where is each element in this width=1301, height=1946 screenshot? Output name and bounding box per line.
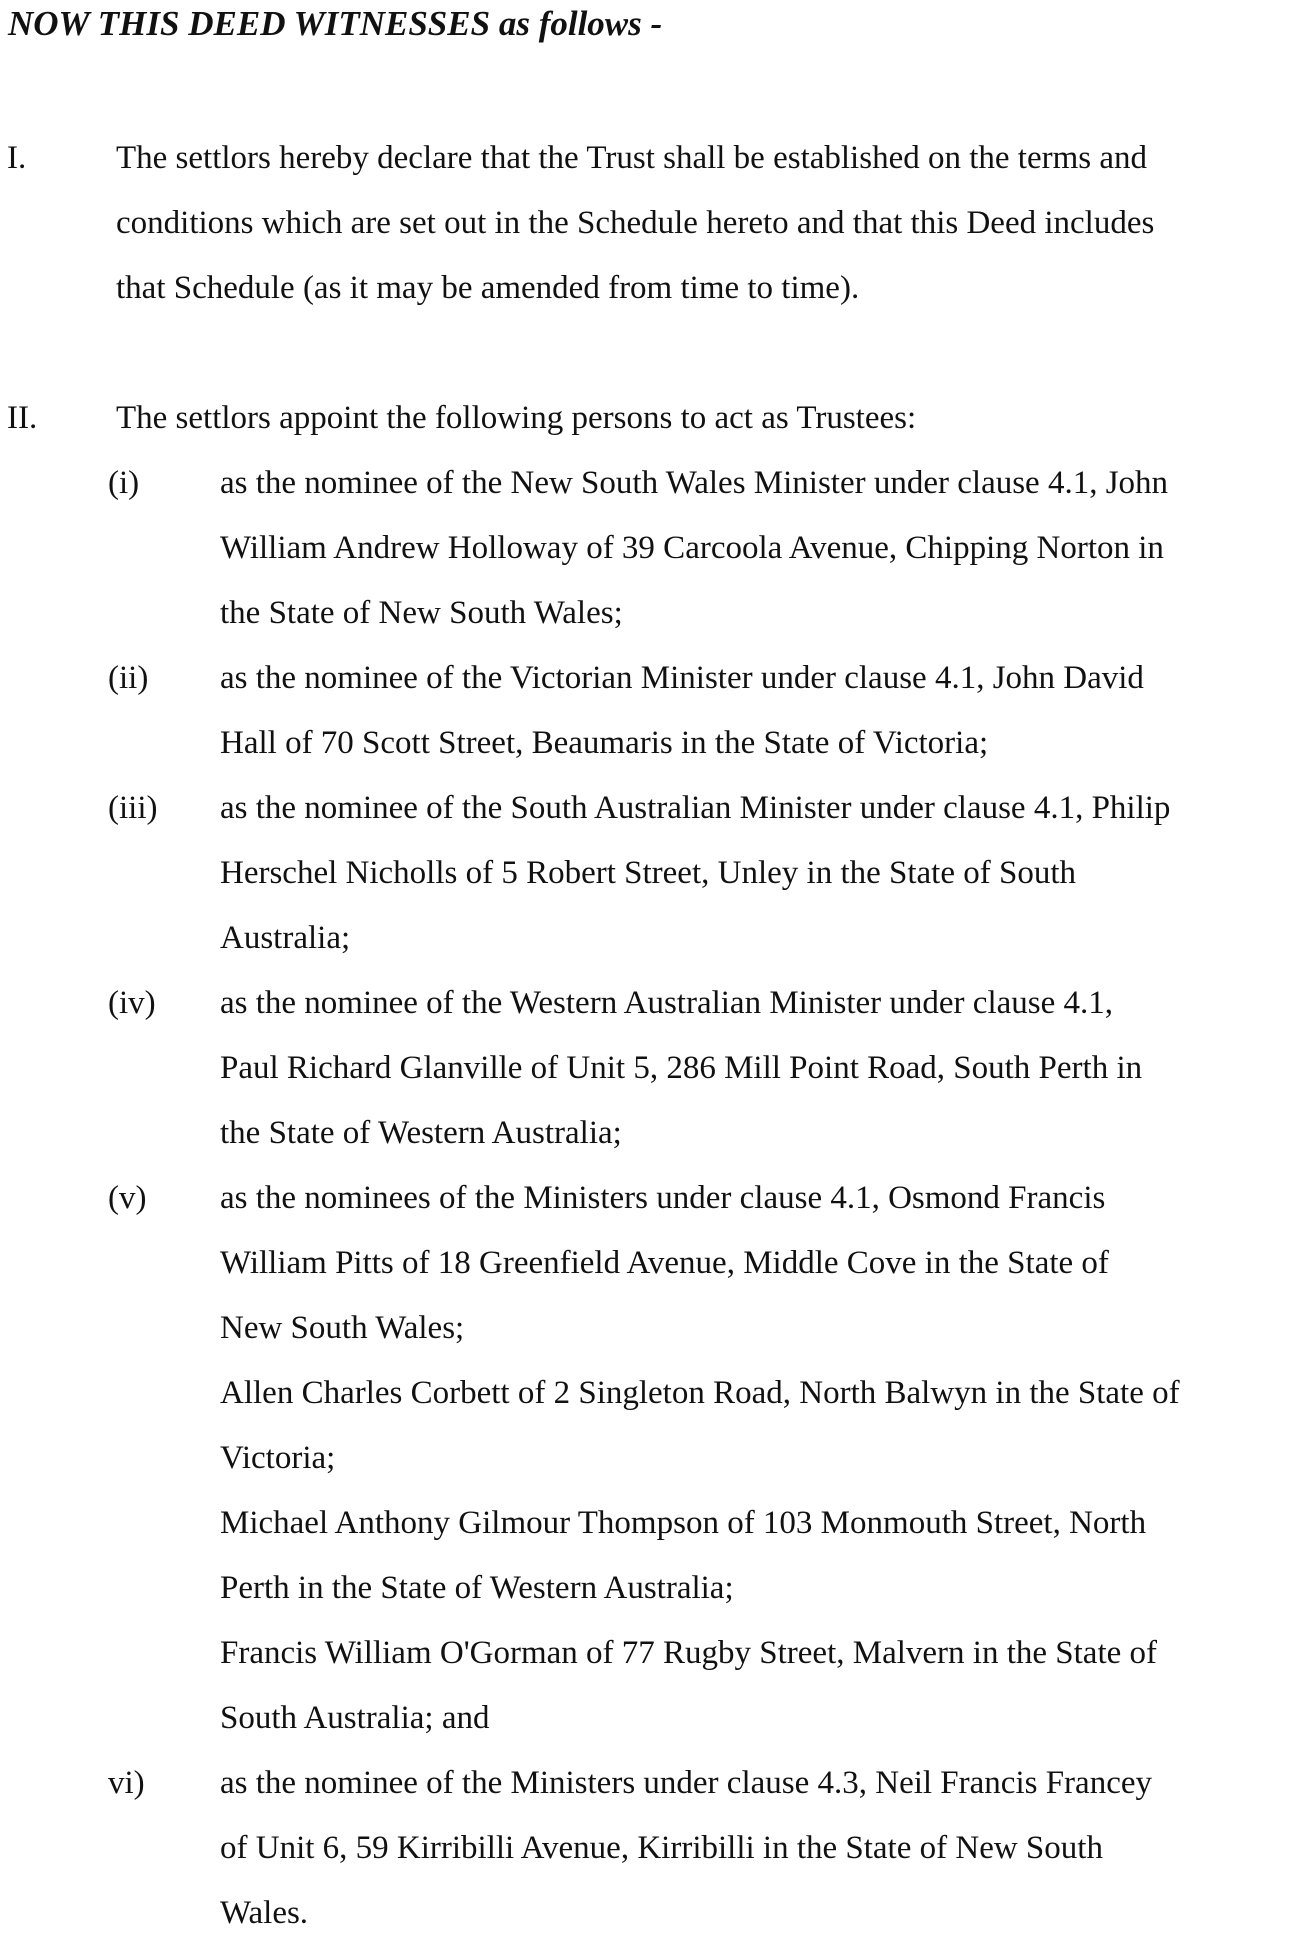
item-line: Paul Richard Glanville of Unit 5, 286 Mill Point Road, South Perth in	[220, 1050, 1143, 1086]
item-line: Francis William O'Gorman of 77 Rugby Street, Malvern in the State of	[220, 1635, 1158, 1671]
item-line: Perth in the State of Western Australia;	[220, 1570, 734, 1606]
item-line: as the nominees of the Ministers under clause 4.1, Osmond Francis	[220, 1180, 1106, 1216]
item-text	[220, 646, 1295, 776]
item-text	[220, 1166, 1295, 1751]
clause-label-2: II.	[7, 400, 38, 436]
item-line: New South Wales;	[220, 1310, 465, 1346]
item-text	[220, 451, 1295, 646]
clause-label-1: I.	[7, 140, 27, 176]
item-line: as the nominee of the South Australian Minister under clause 4.1, Philip	[220, 790, 1171, 826]
item-line: Victoria;	[220, 1440, 336, 1476]
item-line: as the nominee of the New South Wales Minister under clause 4.1, John	[220, 465, 1169, 501]
clause-line: that Schedule (as it may be amended from time to time).	[116, 270, 860, 306]
item-line: the State of New South Wales;	[220, 595, 623, 631]
item-line: William Pitts of 18 Greenfield Avenue, Middle Cove in the State of	[220, 1245, 1109, 1281]
item-label: (iv)	[108, 985, 156, 1021]
item-text	[220, 776, 1295, 971]
item-line: South Australia; and	[220, 1700, 490, 1736]
item-line: the State of Western Australia;	[220, 1115, 622, 1151]
item-text	[220, 971, 1295, 1166]
item-line: Hall of 70 Scott Street, Beaumaris in the State of Victoria;	[220, 725, 989, 761]
item-line: of Unit 6, 59 Kirribilli Avenue, Kirribilli in the State of New South	[220, 1830, 1103, 1866]
item-line: Allen Charles Corbett of 2 Singleton Road, North Balwyn in the State of	[220, 1375, 1180, 1411]
item-line: Wales.	[220, 1895, 309, 1931]
item-label: (i)	[108, 465, 140, 501]
item-line: Australia;	[220, 920, 351, 956]
clause-line: The settlors appoint the following persons to act as Trustees:	[116, 400, 917, 436]
item-label: vi)	[108, 1765, 145, 1801]
deed-heading: NOW THIS DEED WITNESSES as follows -	[8, 4, 663, 43]
item-label: (v)	[108, 1180, 147, 1216]
item-label: (iii)	[108, 790, 158, 826]
clause-text-2	[116, 386, 1296, 451]
item-line: Michael Anthony Gilmour Thompson of 103 Monmouth Street, North	[220, 1505, 1147, 1541]
clause-line: The settlors hereby declare that the Trust shall be established on the terms and	[116, 140, 1147, 176]
item-line: William Andrew Holloway of 39 Carcoola Avenue, Chipping Norton in	[220, 530, 1164, 566]
item-line: Herschel Nicholls of 5 Robert Street, Unley in the State of South	[220, 855, 1077, 891]
item-line: as the nominee of the Victorian Minister under clause 4.1, John David	[220, 660, 1144, 696]
item-line: as the nominee of the Western Australian Minister under clause 4.1,	[220, 985, 1113, 1021]
clause-text-1	[116, 126, 1296, 321]
item-line: as the nominee of the Ministers under clause 4.3, Neil Francis Francey	[220, 1765, 1152, 1801]
item-label: (ii)	[108, 660, 149, 696]
clause-line: conditions which are set out in the Schedule hereto and that this Deed includes	[116, 205, 1155, 241]
item-text	[220, 1751, 1295, 1946]
